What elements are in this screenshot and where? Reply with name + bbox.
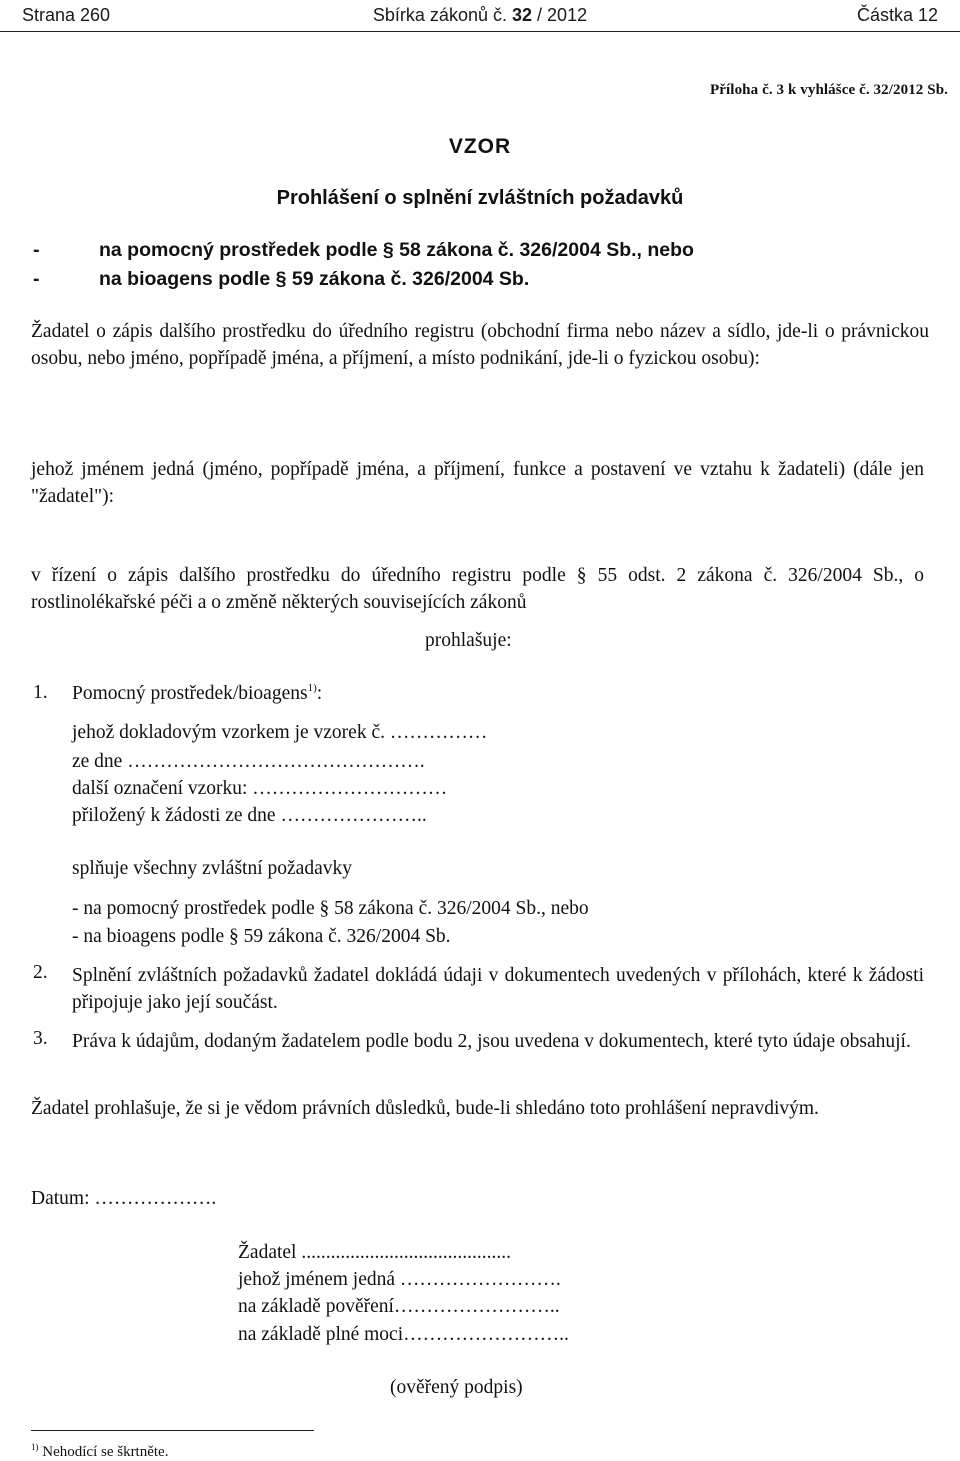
bullet-dash: - bbox=[33, 268, 40, 290]
acting-person-field: jehož jménem jedná ……………………. bbox=[238, 1269, 561, 1290]
applicant-signature-field: Žadatel ........................................... bbox=[238, 1242, 511, 1263]
attached-date-field: přiložený k žádosti ze dne ………………….. bbox=[72, 805, 427, 826]
meets-item-auxiliary: - na pomocný prostředek podle § 58 zákona č. 326/2004 Sb., nebo bbox=[72, 898, 589, 919]
document-title: Prohlášení o splnění zvláštních požadavků bbox=[276, 187, 684, 209]
collection-year: / 2012 bbox=[537, 5, 588, 25]
sample-number-field: jehož dokladovým vzorkem je vzorek č. …………… bbox=[72, 722, 488, 743]
item-1-number: 1. bbox=[33, 682, 48, 703]
item-2-number: 2. bbox=[33, 962, 48, 983]
applicant-paragraph: Žadatel o zápis dalšího prostředku do úředního registru (obchodní firma nebo název a sídlo, jde-li o právnickou osobu, nebo jméno, popřípadě jména, a příjmení, a místo podnikání, jde-li o fyzickou osobu): bbox=[31, 321, 929, 369]
collection-number: 32 bbox=[512, 5, 533, 25]
header-divider bbox=[0, 31, 960, 32]
footnote bbox=[31, 1442, 168, 1461]
intro-bullet-2 bbox=[33, 268, 529, 291]
sample-date-field: ze dne ………………………………………. bbox=[72, 751, 425, 772]
consequence-paragraph: Žadatel prohlašuje, že si je vědom právních důsledků, bude-li shledáno toto prohlášení nepravdivým. bbox=[31, 1098, 819, 1119]
meets-requirements: splňuje všechny zvláštní požadavky bbox=[72, 858, 352, 879]
item-3-text: Práva k údajům, dodaným žadatelem podle bodu 2, jsou uvedena v dokumentech, které tyto údaje obsahují. bbox=[72, 1031, 911, 1052]
item-1-label bbox=[72, 682, 322, 705]
footnote-mark: 1) bbox=[31, 1442, 39, 1452]
date-field: Datum: ………………. bbox=[31, 1188, 217, 1209]
intro-bullet-text: na pomocný prostředek podle § 58 zákona č. 326/2004 Sb., nebo bbox=[99, 239, 694, 261]
part-number: Částka 12 bbox=[856, 5, 938, 25]
authorization-field: na základě pověření…………………….. bbox=[238, 1296, 560, 1317]
page-number: Strana 260 bbox=[22, 5, 111, 25]
proceeding-paragraph: v řízení o zápis dalšího prostředku do úředního registru podle § 55 odst. 2 zákona č. 326/2004 Sb., o rostlinolékařské péči a o změně některých souvisejících zákonů bbox=[31, 565, 924, 613]
template-label: VZOR bbox=[448, 135, 512, 158]
collection-reference bbox=[0, 5, 960, 26]
verified-signature: (ověřený podpis) bbox=[390, 1377, 523, 1398]
item-1-label-colon: : bbox=[316, 683, 323, 704]
item-3-number: 3. bbox=[33, 1028, 48, 1049]
item-2-text: Splnění zvláštních požadavků žadatel dokládá údaji v dokumentech uvedených v přílohách, které k žádosti připojuje jako její součást. bbox=[72, 965, 924, 1013]
intro-bullet-text: na bioagens podle § 59 zákona č. 326/2004 Sb. bbox=[99, 268, 530, 290]
representative-paragraph: jehož jménem jedná (jméno, popřípadě jména, a příjmení, funkce a postavení ve vztahu k žadateli) (dále jen "žadatel"): bbox=[31, 459, 924, 507]
footnote-divider bbox=[31, 1430, 314, 1431]
collection-prefix: Sbírka zákonů č. bbox=[372, 5, 507, 25]
sample-marking-field: další označení vzorku: ………………………… bbox=[72, 778, 448, 799]
annex-reference: Příloha č. 3 k vyhlášce č. 32/2012 Sb. bbox=[710, 82, 948, 98]
footnote-text: Nehodící se škrtněte. bbox=[42, 1444, 169, 1460]
bullet-dash: - bbox=[33, 239, 40, 261]
meets-item-bioagens: - na bioagens podle § 59 zákona č. 326/2004 Sb. bbox=[72, 926, 451, 947]
power-of-attorney-field: na základě plné moci…………………….. bbox=[238, 1324, 569, 1345]
intro-bullet-1 bbox=[33, 239, 694, 262]
footnote-reference: 1) bbox=[307, 682, 317, 694]
item-1-label-text: Pomocný prostředek/bioagens bbox=[72, 683, 308, 704]
declares-heading: prohlašuje: bbox=[425, 630, 512, 651]
